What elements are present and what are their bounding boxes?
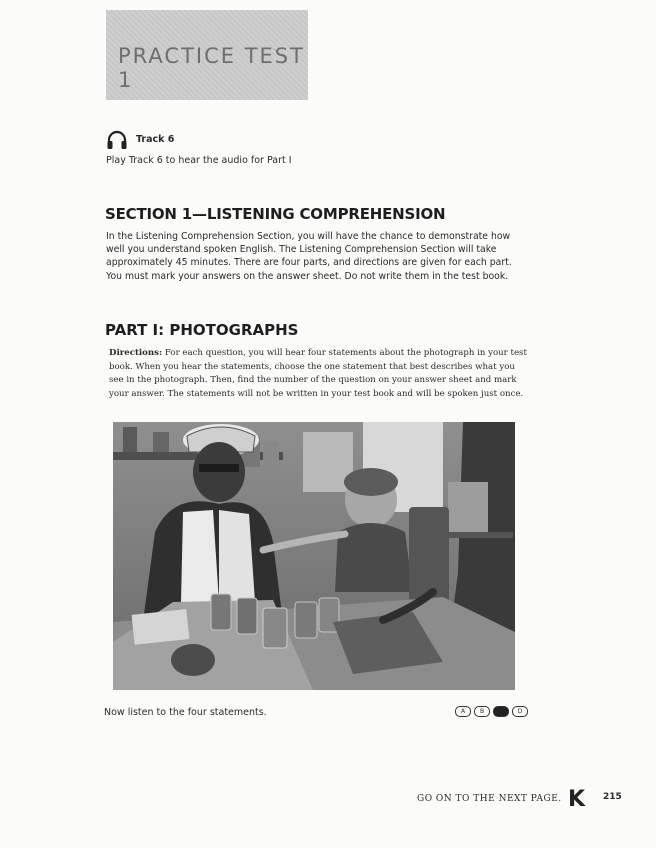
track-instruction: Play Track 6 to hear the audio for Part I (106, 155, 292, 166)
part-directions (109, 347, 529, 401)
svg-text:K: K (568, 787, 586, 809)
part-title: PART I: PHOTOGRAPHS (105, 321, 299, 339)
answer-bubble-b[interactable]: B (474, 706, 490, 717)
answer-bubble-d[interactable]: D (512, 706, 528, 717)
section-title: SECTION 1—LISTENING COMPREHENSION (105, 205, 446, 223)
photograph (113, 422, 515, 690)
answer-bubble-c[interactable]: C (493, 706, 509, 717)
photo-illustration (113, 422, 515, 690)
title-banner (106, 10, 308, 100)
headphones-icon (106, 130, 128, 150)
publisher-logo (567, 787, 589, 809)
directions-body: For each question, you will hear four statements about the photograph in your test book. When you hear the statements, choose the one statement that best describes what you see in the photograph. Then, find the number of the question on your answer sheet and mark your answer. The statements will not be written in your test book and will be spoken just once. (109, 348, 527, 399)
listen-instruction: Now listen to the four statements. (104, 707, 267, 718)
section-intro: In the Listening Comprehension Section, you will have the chance to demonstrate how well you understand spoken English. The Listening Comprehension Section will take approximately 45 minutes. There are four parts, and directions are given for each part. You must mark your answers on the answer sheet. Do not write them in the test book. (106, 231, 512, 282)
page-title: PRACTICE TEST 1 (118, 44, 305, 92)
answer-bubbles (455, 706, 528, 717)
next-page-note: GO ON TO THE NEXT PAGE. (417, 794, 562, 804)
track-label: Track 6 (136, 134, 175, 145)
directions-lead: Directions: (109, 348, 163, 358)
page-number: 215 (603, 792, 622, 802)
answer-bubble-a[interactable]: A (455, 706, 471, 717)
